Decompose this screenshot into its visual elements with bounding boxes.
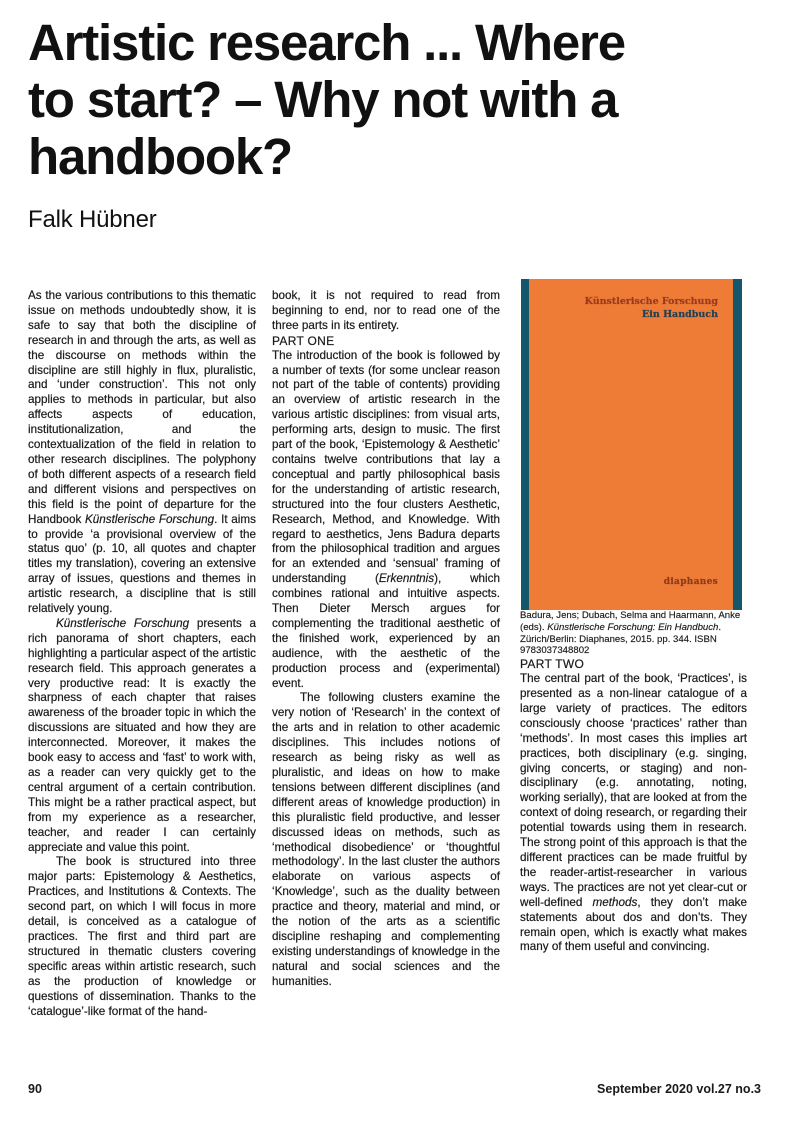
book-caption: Badura, Jens; Dubach, Selma and Haarmann, Anke (eds). Künstlerische Forschung: Ein Handbuch. Zürich/Berlin: Diaphanes, 2015. pp. 344. ISBN 9783037348802 (520, 610, 741, 657)
text-column-3 (520, 279, 747, 955)
publisher-logo: diaphanes (663, 577, 718, 588)
paragraph-structure: The book is structured into three major parts: Epistemology & Aesthetics, Practices, and Institutions & Contexts. The second part, on which I will focus in more detail, is conceived as a catalogue of practices. The first and third part are structured in thematic clusters covering specific areas within artistic research, such as the production of knowledge or questions of dissemination. Thanks to the ‘catalogue’-like format of the hand- (28, 855, 256, 1018)
book-cover-title-line: Künstlerische Forschung (584, 296, 718, 307)
paragraph-intro: As the various contributions to this thematic issue on methods undoubtedly show, it is safe to say that both the discipline of research in and through the arts, as well as the discourse on methods within the discipline are still highly in flux, pluralistic, and ‘under construction’. This not only applies to methods in particular, but also affects aspects of education, institutionalization, and the contextualization of the field in relation to other research disciplines. The polyphony of both different aspects of a research field and different visions and perspectives on this field is the point of departure for the Handbook Künstlerische Forschung. It aims to provide ‘a provisional overview of the status quo’ (p. 10, all quotes and chapter titles my translation), covering an extensive array of issues, questions and themes in artistic research, a discipline that is still relatively young. (28, 289, 256, 616)
paragraph-clusters: The following clusters examine the very notion of ‘Research’ in the context of the arts and in relation to other academic disciplines. This includes notions of research as being risky as well as pluralistic, and ideas on how to make tensions between different disciplines (and different areas of knowledge production) in this pluralistic field productive, and lesser discussed ideas on methods, such as ‘methodical disobedience’ or ‘thoughtful methodology’. In the last cluster the authors elaborate on various aspects of ‘Knowledge’, such as the duality between practice and theory, material and mind, or the notion of the arts as a scientific discipline reshaping and complementing existing understandings of knowledge in the natural and social sciences and the humanities. (272, 691, 500, 988)
paragraph-part-one: The introduction of the book is followed by a number of texts (for some unclear reason not part of the table of contents) providing an overview of artistic research in the various artistic disciplines: from visual arts, performing arts, design to music. The first part of the book, ‘Epistemology & Aesthetic’ contains twelve contributions that lay a conceptual and partly philosophical basis for the understanding of artistic research, structured into the four clusters Aesthetic, Research, Method, and Knowledge. With regard to aesthetics, Jens Badura departs from the philosophical tradition and argues for an extended and ‘sensual’ framing of understanding (Erkenntnis), which combines rational and intuitive aspects. Then Dieter Mersch argues for complementing the traditional aesthetic of the finished work, experienced by an audience, with the aesthetic of the production process and (experimental) event. (272, 348, 500, 690)
part-two-heading: PART TWO (520, 657, 585, 672)
article-title (28, 14, 625, 185)
part-one-heading: PART ONE (272, 333, 335, 348)
author-name: Falk Hübner (28, 206, 157, 233)
text-column-1 (28, 289, 256, 1019)
book-cover-subtitle-line: Ein Handbuch (642, 308, 718, 320)
article-title-line-2: to start? – Why not with a (28, 71, 618, 128)
article-title-line-1: Artistic research ... Where (28, 14, 625, 71)
book-cover-title (585, 296, 718, 321)
book-cover-image (521, 279, 742, 610)
paragraph-continuation: book, it is not required to read from beginning to end, nor to read one of the three parts in its entirety. (272, 289, 500, 332)
paragraph-panorama: Künstlerische Forschung presents a rich panorama of short chapters, each highlighting a particular aspect of the artistic research field. This approach generates a very productive read: It is exactly the sharpness of each chapter that raises awareness of the broader topic in which the discussions are situated and how they are interconnected. Moreover, it makes the book easy to access and ‘fast’ to work with, as a reader can very quickly get to the central argument of a certain contribution. This might be a rather practical aspect, but from my experience as a researcher, teacher, and reader I can certainly appreciate and value this point. (28, 616, 256, 854)
article-title-line-3: handbook? (28, 128, 292, 185)
book-cover-front (529, 279, 733, 610)
text-column-2 (272, 289, 500, 990)
page-number: 90 (28, 1082, 42, 1096)
paragraph-part-two: The central part of the book, ‘Practices’, is presented as a non-linear catalogue of a large variety of practices. The editors consciously choose ‘practices’ rather than ‘methods’. In most cases this implies art practices, both disciplinary (e.g. singing, giving concerts, or staging) and non-disciplinary (e.g. annotating, noting, working serially), that are looked at from the context of doing research, or regarding their potential towards using them in research. The strong point of this approach is that the different practices can be made fruitful by the reader-artist-researcher in various ways. The practices are not yet clear-cut or well-defined methods, they don’t make statements about dos and don’ts. They remain open, which is exactly what makes many of them useful and convincing. (520, 672, 747, 954)
issue-date: September 2020 vol.27 no.3 (597, 1082, 761, 1096)
